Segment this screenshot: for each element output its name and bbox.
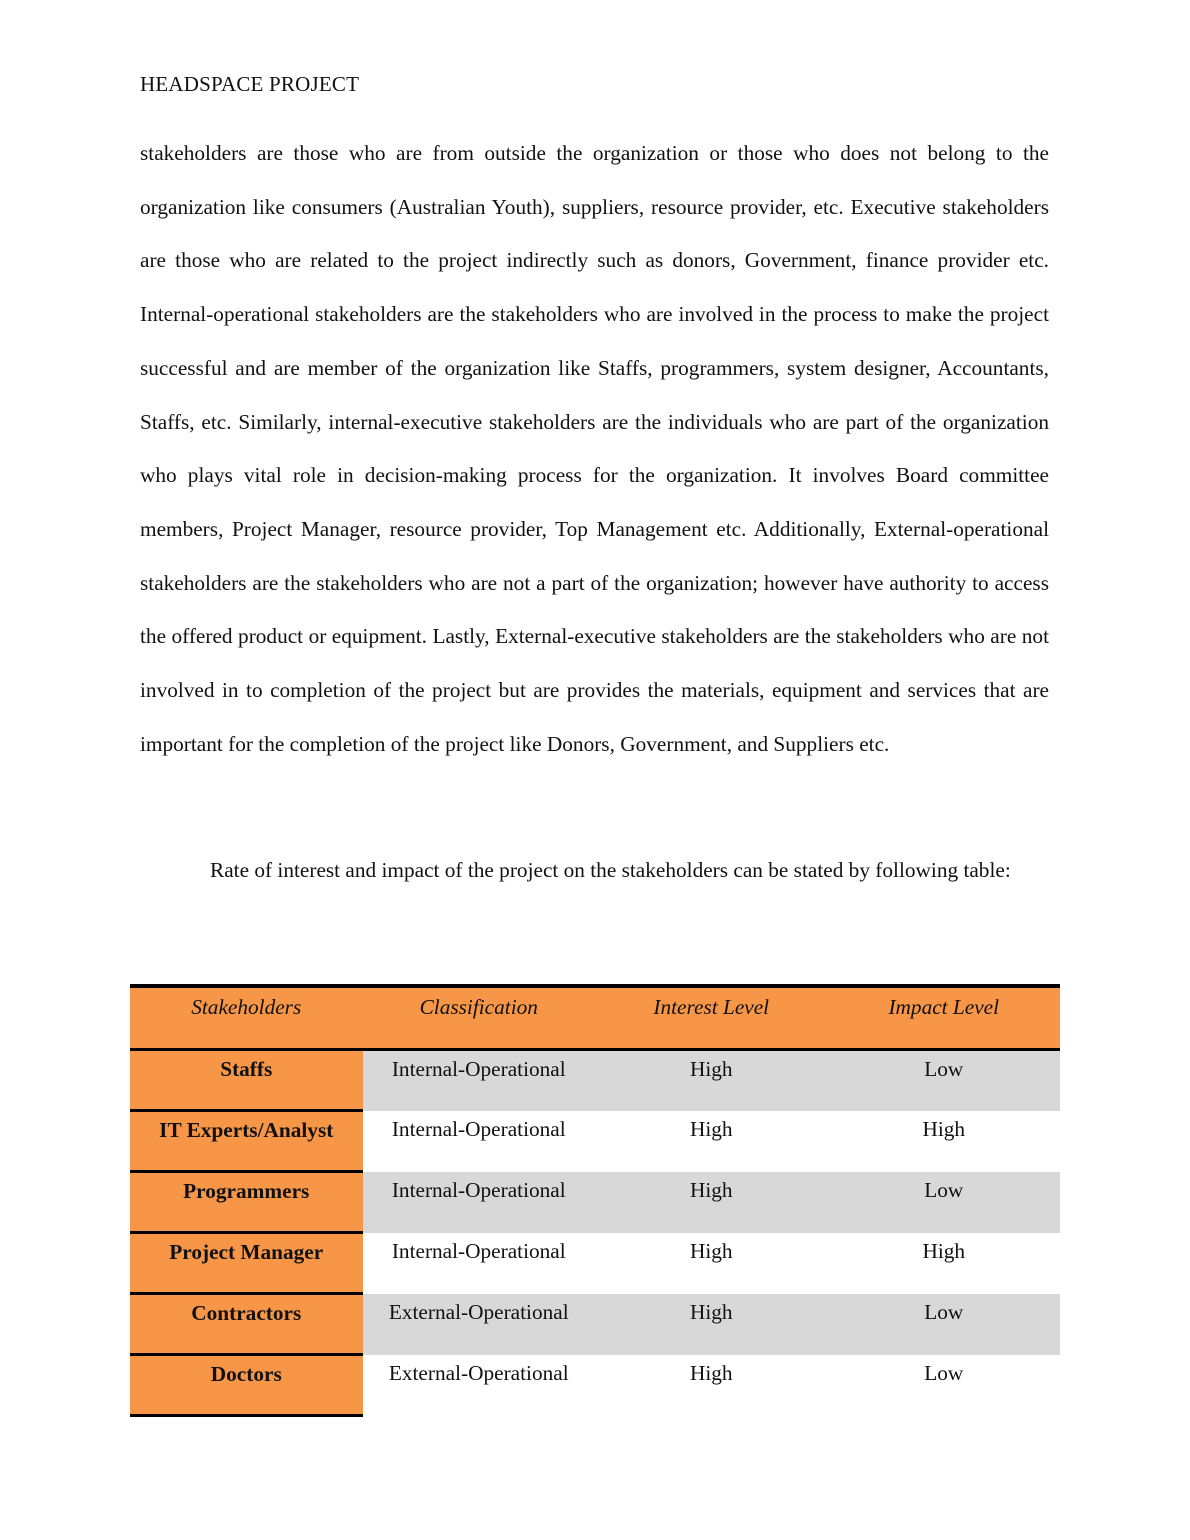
running-header: HEADSPACE PROJECT: [140, 72, 360, 96]
interest-cell: High: [595, 1294, 828, 1355]
table-row: [130, 1050, 1060, 1111]
body-paragraph-1: stakeholders are those who are from outside the organization or those who does not belong to the organization like consumers (Australian Youth), suppliers, resource provider, etc. Executive stakeholders are those who are related to the project indirectly such as donors, Government, finance provider etc. Internal-operational stakeholders are the stakeholders who are involved in the process to make the project successful and are member of the organization like Staffs, programmers, system designer, Accountants, Staffs, etc. Similarly, internal-executive stakeholders are the individuals who are part of the organization who plays vital role in decision-making process for the organization. It involves Board committee members, Project Manager, resource provider, Top Management etc. Additionally, External-operational stakeholders are the stakeholders who are not a part of the organization; however have authority to access the offered product or equipment. Lastly, External-executive stakeholders are the stakeholders who are not involved in to completion of the project but are provides the materials, equipment and services that are important for the completion of the project like Donors, Government, and Suppliers etc.: [140, 141, 1049, 756]
header-impact-level: Impact Level: [828, 986, 1061, 1050]
interest-cell: High: [595, 1355, 828, 1416]
table-row: [130, 1355, 1060, 1416]
stakeholder-cell: Programmers: [130, 1172, 363, 1233]
table-row: [130, 1233, 1060, 1294]
impact-cell: Low: [828, 1172, 1061, 1233]
stakeholder-cell: Doctors: [130, 1355, 363, 1416]
interest-cell: High: [595, 1111, 828, 1172]
classification-cell: Internal-Operational: [363, 1233, 596, 1294]
interest-cell: High: [595, 1050, 828, 1111]
body-paragraph-2: Rate of interest and impact of the project on the stakeholders can be stated by following table:: [210, 858, 1011, 882]
stakeholder-cell: Staffs: [130, 1050, 363, 1111]
header-interest-level: Interest Level: [595, 986, 828, 1050]
impact-cell: Low: [828, 1050, 1061, 1111]
stakeholder-table: [130, 984, 1060, 1417]
impact-cell: High: [828, 1111, 1061, 1172]
interest-cell: High: [595, 1172, 828, 1233]
impact-cell: Low: [828, 1355, 1061, 1416]
classification-cell: Internal-Operational: [363, 1111, 596, 1172]
impact-cell: High: [828, 1233, 1061, 1294]
classification-cell: External-Operational: [363, 1355, 596, 1416]
header-stakeholders: Stakeholders: [130, 986, 363, 1050]
header-classification: Classification: [363, 986, 596, 1050]
table-row: [130, 1294, 1060, 1355]
stakeholder-cell: Contractors: [130, 1294, 363, 1355]
impact-cell: Low: [828, 1294, 1061, 1355]
table-row: [130, 1172, 1060, 1233]
interest-cell: High: [595, 1233, 828, 1294]
classification-cell: Internal-Operational: [363, 1050, 596, 1111]
classification-cell: Internal-Operational: [363, 1172, 596, 1233]
classification-cell: External-Operational: [363, 1294, 596, 1355]
table-row: [130, 1111, 1060, 1172]
table-header-row: [130, 986, 1060, 1050]
stakeholder-cell: Project Manager: [130, 1233, 363, 1294]
stakeholder-cell: IT Experts/Analyst: [130, 1111, 363, 1172]
